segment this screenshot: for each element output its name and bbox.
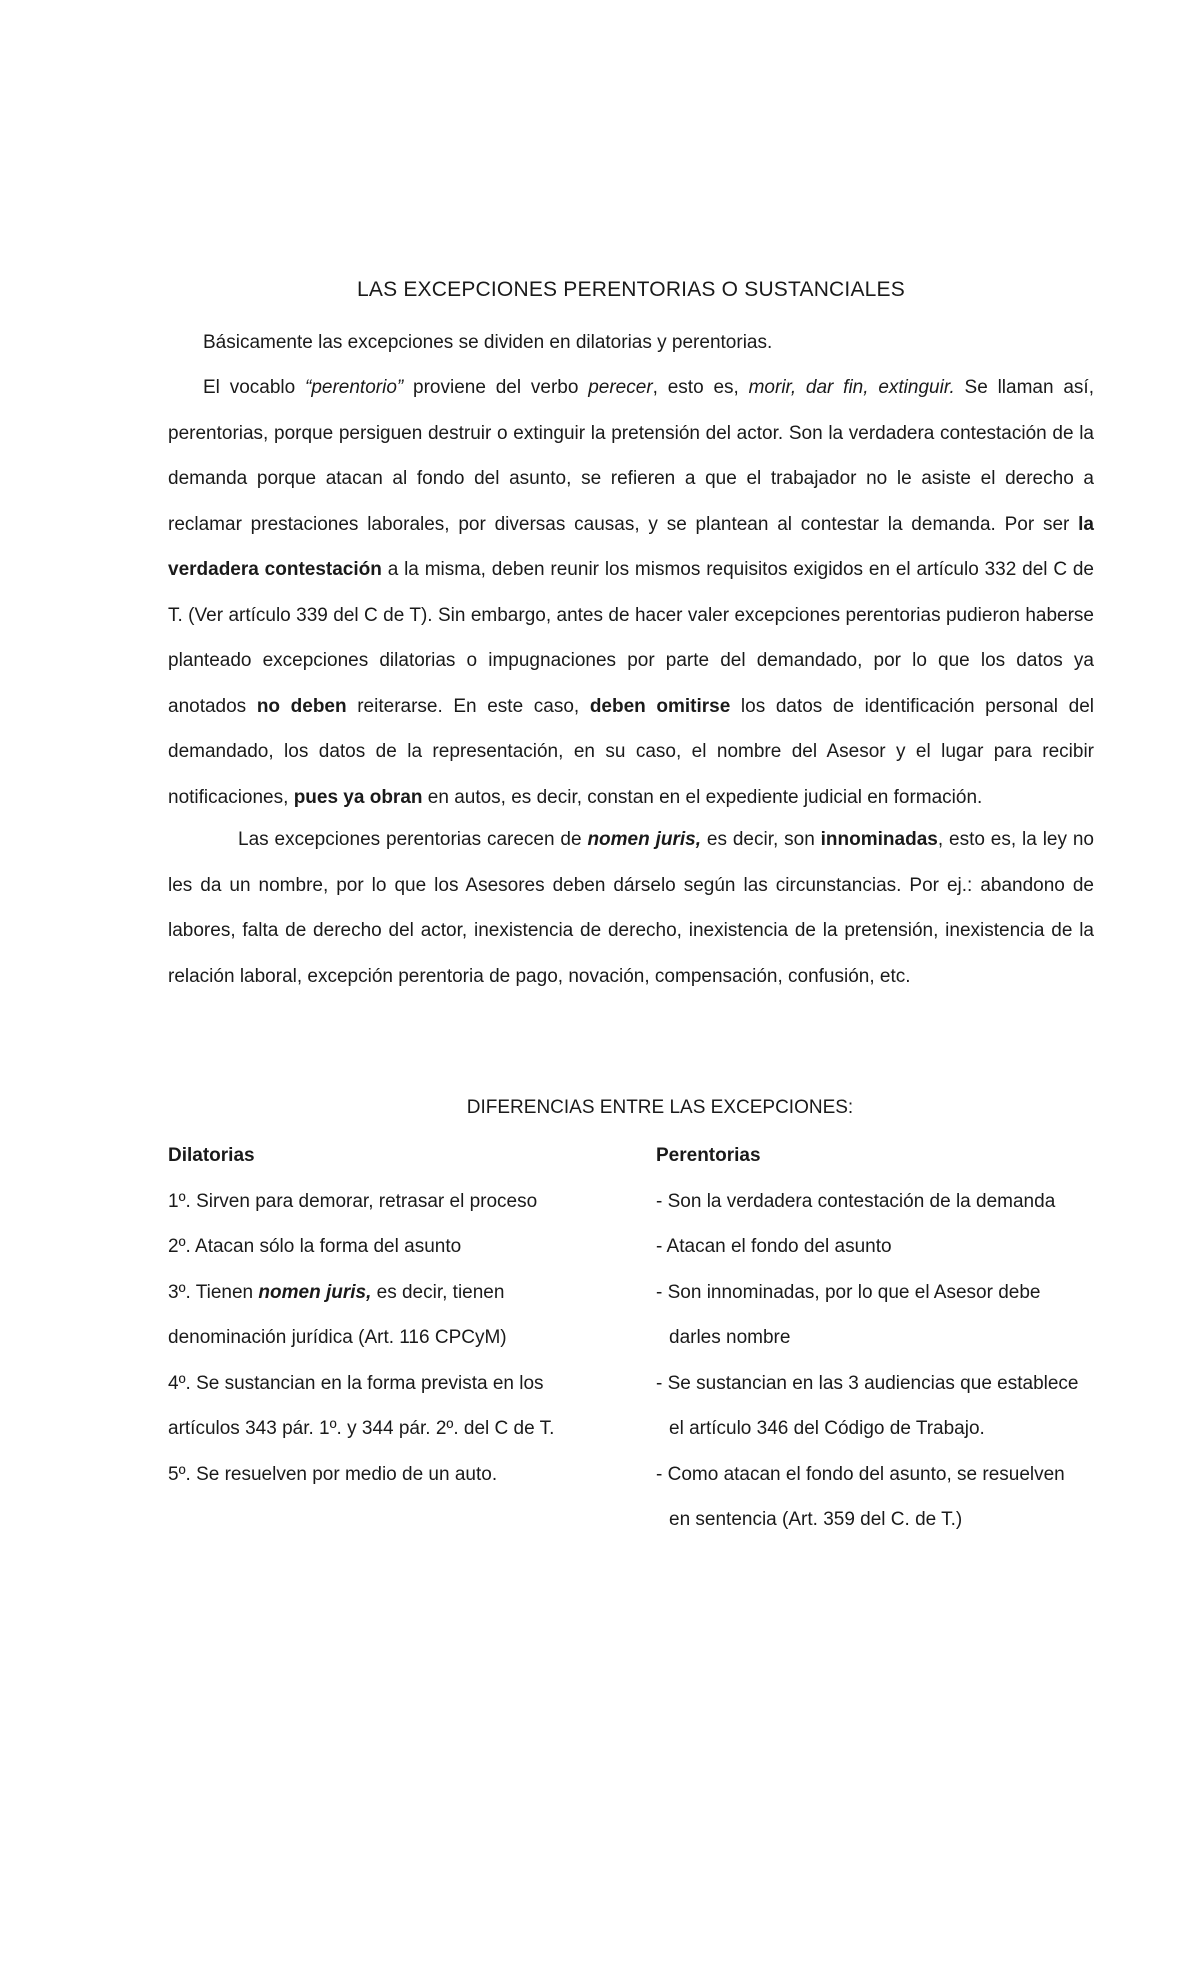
perentorias-line-8: en sentencia (Art. 359 del C. de T.) bbox=[669, 1509, 963, 1530]
text-run-bold: innominadas bbox=[820, 829, 938, 850]
text-run: es decir, tienen bbox=[371, 1281, 505, 1303]
dilatorias-line-2: 2º. Atacan sólo la forma del asunto bbox=[168, 1236, 462, 1257]
text-run: los datos de identificación personal del demandado, los datos de la representación, en su caso, el nombre del Asesor y el lugar para recibir notificaciones, bbox=[168, 695, 1094, 808]
text-run: , esto es, la ley no les da un nombre, por lo que los Asesores deben dárselo según las circunstancias. Por ej.: abandono de labores, falta de derecho del actor, inexistencia de derecho, inexistencia de la pretensión, inexistencia de la relación laboral, excepción perentoria de pago, novación, compensación, confusión, etc. bbox=[168, 829, 1094, 987]
text-run: , esto es, bbox=[652, 377, 749, 398]
text-run: proviene del verbo bbox=[403, 377, 589, 398]
text-run-bold-italic: nomen juris, bbox=[587, 829, 702, 850]
document-title: LAS EXCEPCIONES PERENTORIAS O SUSTANCIALES bbox=[357, 278, 905, 301]
perentorias-column bbox=[656, 1133, 1106, 1543]
dilatorias-line-5: 4º. Se sustancian en la forma prevista en los bbox=[168, 1372, 544, 1394]
dilatorias-line-3 bbox=[168, 1270, 638, 1316]
dilatorias-line-1: 1º. Sirven para demorar, retrasar el proceso bbox=[168, 1190, 538, 1212]
perentorias-line-4: darles nombre bbox=[669, 1327, 791, 1348]
perentorias-heading: Perentorias bbox=[656, 1145, 761, 1166]
text-run: es decir, son bbox=[701, 829, 821, 850]
perentorias-line-7: - Como atacan el fondo del asunto, se resuelven bbox=[656, 1463, 1065, 1485]
dilatorias-line-4: denominación jurídica (Art. 116 CPCyM) bbox=[168, 1327, 507, 1348]
differences-title: DIFERENCIAS ENTRE LAS EXCEPCIONES: bbox=[466, 1097, 854, 1118]
paragraph-perentorio bbox=[168, 365, 1094, 820]
text-run-bold: pues ya obran bbox=[293, 786, 423, 808]
dilatorias-heading: Dilatorias bbox=[168, 1145, 255, 1166]
text-run: en autos, es decir, constan en el expediente judicial en formación. bbox=[422, 786, 983, 808]
paragraph-intro: Básicamente las excepciones se dividen en dilatorias y perentorias. bbox=[203, 332, 773, 353]
perentorias-line-1: - Son la verdadera contestación de la demanda bbox=[656, 1190, 1056, 1212]
text-run: El vocablo bbox=[203, 377, 305, 398]
perentorias-line-5: - Se sustancian en las 3 audiencias que establece bbox=[656, 1372, 1079, 1394]
text-run-italic: morir, dar fin, extinguir. bbox=[748, 377, 955, 398]
text-run-bold: no deben bbox=[256, 695, 347, 717]
text-run-bold-italic: nomen juris, bbox=[258, 1281, 372, 1303]
text-run: 3º. Tienen bbox=[168, 1281, 259, 1303]
perentorias-line-6: el artículo 346 del Código de Trabajo. bbox=[669, 1418, 985, 1439]
text-run-italic: “perentorio” bbox=[305, 377, 404, 398]
perentorias-line-2: - Atacan el fondo del asunto bbox=[656, 1236, 892, 1257]
paragraph-nomen-juris bbox=[168, 817, 1094, 999]
text-run-bold: la verdadera contestación bbox=[168, 513, 1094, 580]
perentorias-line-3: - Son innominadas, por lo que el Asesor debe bbox=[656, 1281, 1041, 1303]
dilatorias-column bbox=[168, 1133, 638, 1497]
dilatorias-line-7: 5º. Se resuelven por medio de un auto. bbox=[168, 1463, 498, 1485]
text-run-italic: perecer bbox=[588, 377, 653, 398]
text-run: a la misma, deben reunir los mismos requisitos exigidos en el artículo 332 del C de T. (Ver artículo 339 del C de T). Sin embargo, antes de hacer valer excepciones perentorias pudieron haberse planteado excepciones dilatorias o impugnaciones por parte del demandado, por lo que los datos ya anotados bbox=[168, 559, 1094, 717]
dilatorias-line-6: artículos 343 pár. 1º. y 344 pár. 2º. del C de T. bbox=[168, 1418, 555, 1439]
text-run: Las excepciones perentorias carecen de bbox=[238, 829, 588, 850]
text-run: Se llaman así, perentorias, porque persiguen destruir o extinguir la pretensión del actor. Son la verdadera contestación de la demanda porque atacan al fondo del asunto, se refieren a que el trabajador no le asiste el derecho a reclamar prestaciones laborales, por diversas causas, y se plantean al contestar la demanda. Por ser bbox=[168, 377, 1094, 535]
text-run: reiterarse. En este caso, bbox=[346, 695, 590, 717]
text-run-bold: deben omitirse bbox=[589, 695, 731, 717]
